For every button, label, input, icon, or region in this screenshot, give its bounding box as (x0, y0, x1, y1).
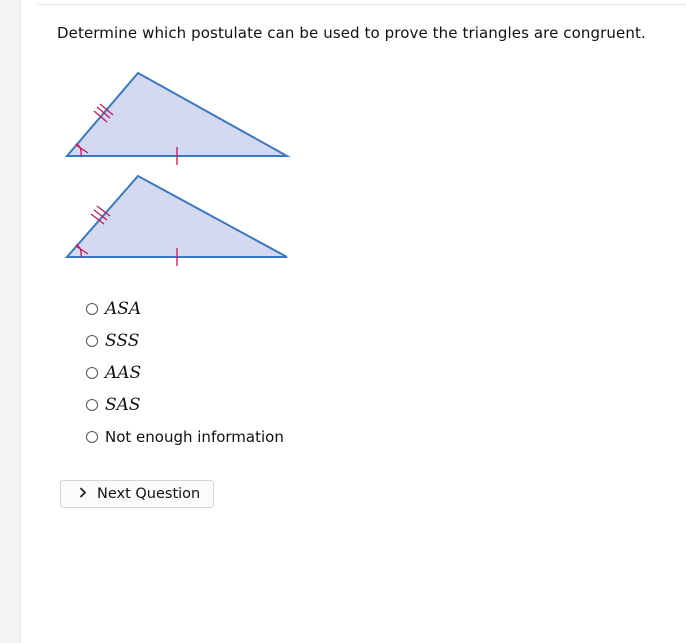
radio-button-icon[interactable] (86, 399, 98, 411)
triangle-top (67, 73, 287, 165)
option-not-enough-information[interactable] (86, 421, 406, 453)
triangle-bottom-shape (67, 176, 287, 257)
option-label: Not enough information (105, 428, 284, 446)
left-rail (0, 0, 21, 643)
top-divider (38, 4, 686, 5)
radio-button-icon[interactable] (86, 303, 98, 315)
question-prompt: Determine which postulate can be used to prove the triangles are congruent. (57, 24, 646, 42)
triangle-figure (60, 66, 300, 266)
option-label: SSS (105, 331, 140, 351)
triangle-bottom (67, 176, 287, 266)
option-sas[interactable] (86, 389, 406, 421)
option-asa[interactable] (86, 293, 406, 325)
option-label: AAS (105, 363, 142, 383)
option-label: SAS (105, 395, 141, 415)
option-label: ASA (105, 299, 142, 319)
radio-button-icon[interactable] (86, 335, 98, 347)
triangle-top-shape (67, 73, 287, 156)
option-sss[interactable] (86, 325, 406, 357)
option-aas[interactable] (86, 357, 406, 389)
next-question-label: Next Question (97, 486, 201, 502)
next-question-button[interactable] (60, 480, 214, 508)
answer-options (86, 293, 406, 453)
radio-button-icon[interactable] (86, 367, 98, 379)
chevron-right-icon (79, 486, 89, 502)
radio-button-icon[interactable] (86, 431, 98, 443)
